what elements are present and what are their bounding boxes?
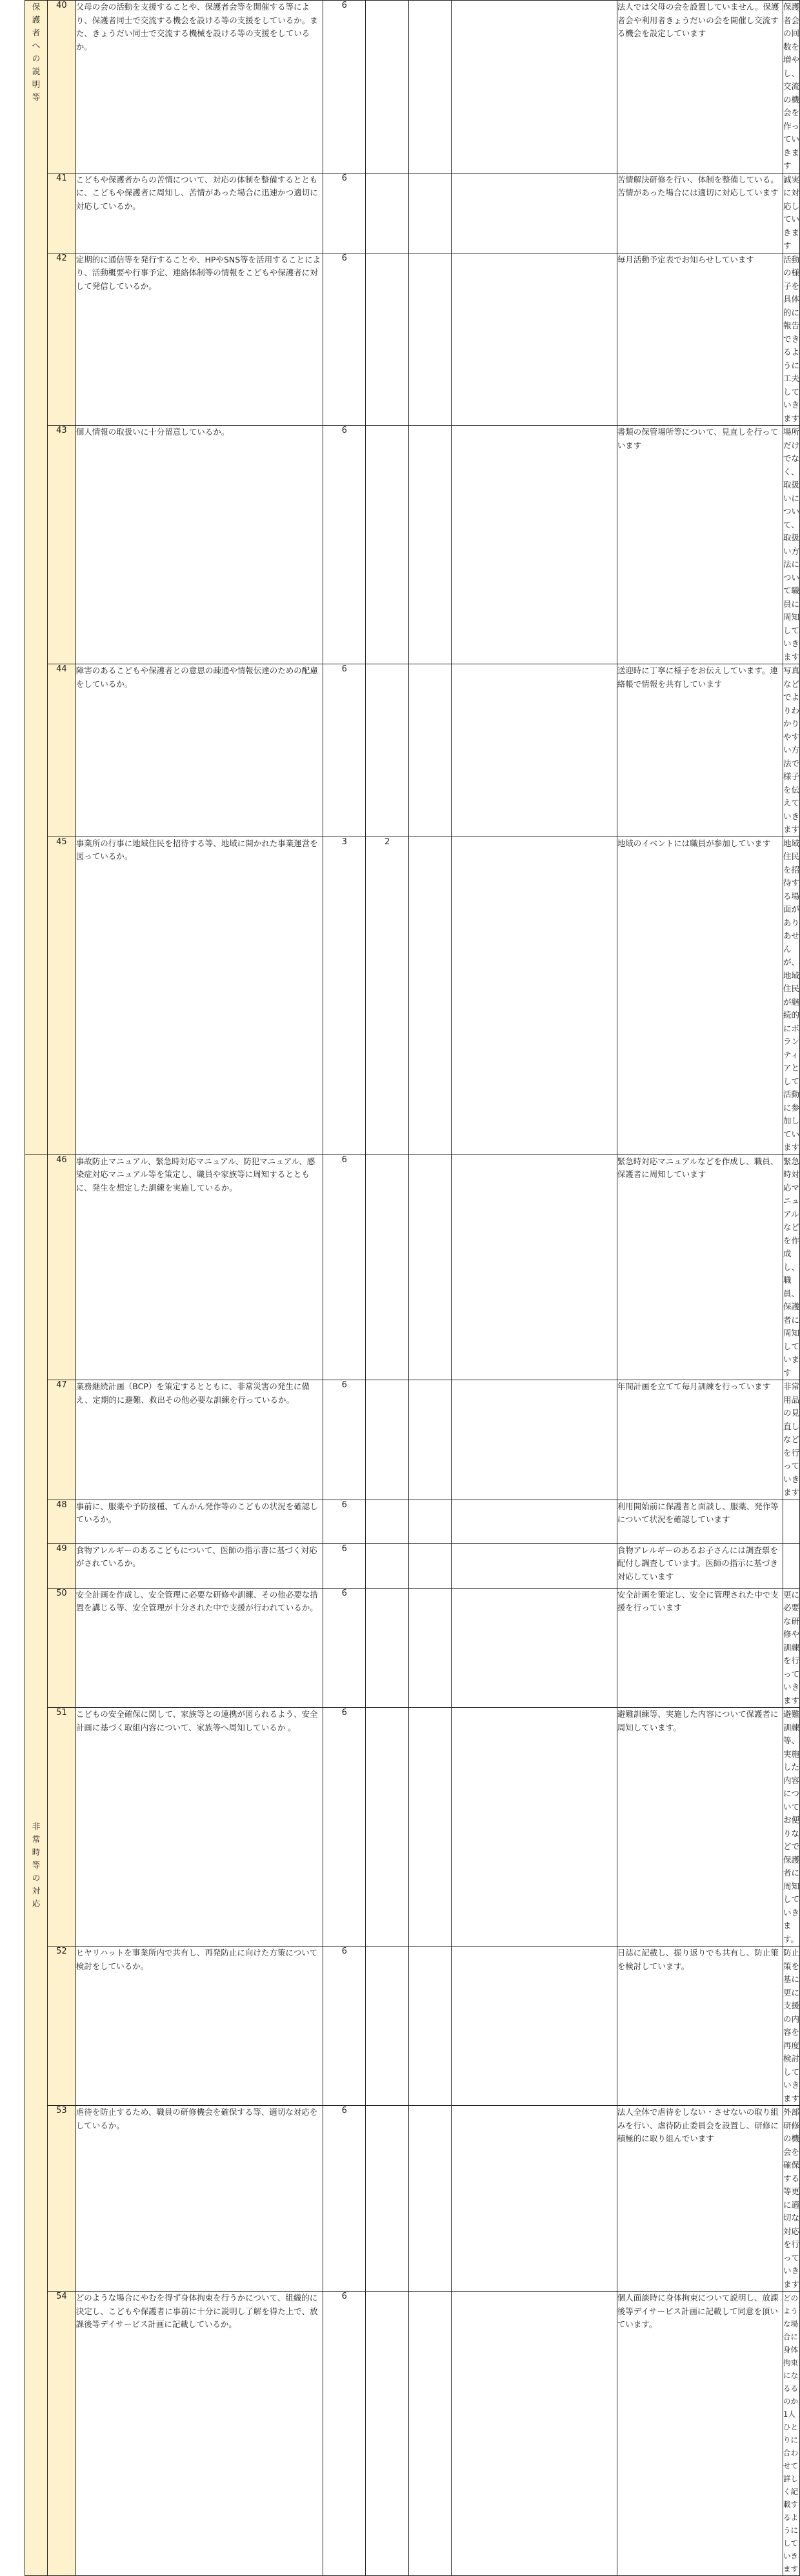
- question-text-cell: [75, 1500, 323, 1543]
- yes-count-cell: [323, 1708, 366, 1947]
- table-row: [25, 1588, 800, 1708]
- unknown-count-cell: [451, 664, 617, 837]
- no-count-cell: [366, 253, 408, 426]
- yes-count-cell: [323, 173, 366, 253]
- table-row: [25, 2106, 800, 2292]
- item-number: 52: [56, 1947, 67, 1956]
- improvement-text-cell: [783, 1543, 800, 1588]
- improvement-text-cell: [783, 1588, 800, 1708]
- question-text: 食物アレルギーのあるこどもについて、医師の指示書に基づく対応がされているか。: [75, 1545, 317, 1568]
- yes-count-cell: [323, 1947, 366, 2106]
- item-number: 45: [56, 837, 67, 847]
- table-row: [25, 1947, 800, 2106]
- unknown-count-cell: [451, 2292, 617, 2576]
- item-number-cell: [48, 426, 76, 664]
- not-sure-count-cell: [408, 2292, 451, 2576]
- current-situation-text-cell: [617, 426, 783, 664]
- unknown-count-cell: [451, 1500, 617, 1543]
- section-label: 保 護 者 へ の 説 明 等: [32, 2, 41, 102]
- not-sure-count-cell: [408, 664, 451, 837]
- current-situation-text: 緊急時対応マニュアルなどを作成し、職員、保護者に周知しています: [617, 1156, 779, 1179]
- question-text-cell: [75, 2106, 323, 2292]
- no-count-cell: [366, 1543, 408, 1588]
- improvement-text: 誠実に対応していきます: [783, 174, 800, 250]
- unknown-count-cell: [451, 1543, 617, 1588]
- question-text: 個人情報の取扱いに十分留意しているか。: [75, 427, 230, 437]
- yes-count: 6: [341, 2292, 347, 2301]
- yes-count: 6: [341, 1500, 347, 1510]
- improvement-text: 非常用品の見直しなどを行っていきます: [783, 1382, 800, 1497]
- no-count-cell: [366, 837, 408, 1154]
- current-situation-text: 法人全体で虐待をしない・させないの取り組みを行い、虐待防止委員会を設置し、研修に積極的に取り組んでいます: [617, 2107, 779, 2143]
- yes-count-cell: [323, 426, 366, 664]
- unknown-count-cell: [451, 1588, 617, 1708]
- question-text-cell: [75, 1154, 323, 1380]
- no-count-cell: [366, 1380, 408, 1500]
- section-label-cell: [25, 1154, 48, 2576]
- table-row: [25, 426, 800, 664]
- table-body: [25, 1, 800, 2576]
- yes-count: 6: [341, 426, 347, 435]
- current-situation-text: 地域のイベントには職員が参加しています: [617, 838, 771, 848]
- yes-count-cell: [323, 1500, 366, 1543]
- not-sure-count-cell: [408, 1708, 451, 1947]
- not-sure-count-cell: [408, 1, 451, 173]
- improvement-text: 写真などでよりわかりやすい方法で様子を伝えていきます: [783, 666, 800, 834]
- no-count-cell: [366, 2292, 408, 2576]
- current-situation-text: 書類の保管場所等について、見直しを行っています: [617, 427, 779, 450]
- question-text-cell: [75, 1947, 323, 2106]
- improvement-text-cell: [783, 664, 800, 837]
- yes-count-cell: [323, 1, 366, 173]
- yes-count-cell: [323, 253, 366, 426]
- yes-count: 6: [341, 664, 347, 674]
- table-row: [25, 2292, 800, 2576]
- no-count-cell: [366, 1, 408, 173]
- yes-count: 6: [341, 1588, 347, 1598]
- yes-count: 6: [341, 2106, 347, 2115]
- improvement-text: 保護者会の回数を増やし、交流の機会を作っていきます: [783, 2, 800, 170]
- unknown-count-cell: [451, 1, 617, 173]
- improvement-text-cell: [783, 1, 800, 173]
- question-text: こどもの安全確保に関して、家族等との連携が図られるよう、安全計画に基づく取組内容について、家族等へ周知しているか 。: [75, 1709, 318, 1732]
- current-situation-text: 個人面談時に身体拘束について説明し、放課後等デイサービス計画に記載して同意を頂いています。: [617, 2293, 779, 2329]
- question-text: 障害のあるこどもや保護者との意思の疎通や情報伝達のための配慮をしているか。: [75, 666, 318, 689]
- item-number-cell: [48, 1500, 76, 1543]
- current-situation-text: 避難訓練等、実施した内容について保護者に周知しています。: [617, 1709, 779, 1732]
- yes-count-cell: [323, 837, 366, 1154]
- current-situation-text-cell: [617, 1, 783, 173]
- question-text: ヒヤリハットを事業所内で共有し、再発防止に向けた方策について検討をしているか。: [75, 1948, 318, 1971]
- question-text-cell: [75, 1543, 323, 1588]
- question-text-cell: [75, 253, 323, 426]
- unknown-count-cell: [451, 1380, 617, 1500]
- question-text-cell: [75, 1380, 323, 1500]
- current-situation-text: 送迎時に丁寧に様子をお伝えしています。連絡帳で情報を共有しています: [617, 666, 778, 689]
- current-situation-text-cell: [617, 2106, 783, 2292]
- not-sure-count-cell: [408, 253, 451, 426]
- improvement-text-cell: [783, 426, 800, 664]
- question-text-cell: [75, 173, 323, 253]
- not-sure-count-cell: [408, 1588, 451, 1708]
- yes-count: 6: [341, 1947, 347, 1956]
- item-number-cell: [48, 1588, 76, 1708]
- current-situation-text-cell: [617, 664, 783, 837]
- item-number-cell: [48, 837, 76, 1154]
- yes-count-cell: [323, 1380, 366, 1500]
- current-situation-text-cell: [617, 837, 783, 1154]
- current-situation-text: 安全計画を策定し、安全に管理された中で支援を行っています: [617, 1589, 779, 1612]
- yes-count: 6: [341, 1154, 347, 1165]
- current-situation-text-cell: [617, 1588, 783, 1708]
- table-row: [25, 837, 800, 1154]
- yes-count: 6: [341, 1, 347, 10]
- yes-count-cell: [323, 1588, 366, 1708]
- improvement-text: 緊急時対応マニュアルなどを作成し、職員、保護者に周知しています: [783, 1156, 800, 1378]
- current-situation-text-cell: [617, 2292, 783, 2576]
- unknown-count-cell: [451, 1708, 617, 1947]
- table-row: [25, 1380, 800, 1500]
- table-row: [25, 1543, 800, 1588]
- table-row: [25, 1, 800, 173]
- item-number-cell: [48, 1708, 76, 1947]
- question-text-cell: [75, 664, 323, 837]
- item-number-cell: [48, 1380, 76, 1500]
- question-text: 父母の会の活動を支援することや、保護者会等を開催する等により、保護者同士で交流する機会を設ける等の支援をしているか。また、きょうだい同士で交流する機械を設ける等の支援をしているか。: [75, 2, 318, 52]
- item-number: 49: [56, 1543, 67, 1554]
- no-count-cell: [366, 1154, 408, 1380]
- current-situation-text-cell: [617, 1543, 783, 1588]
- improvement-text-cell: [783, 2106, 800, 2292]
- question-text: 虐待を防止するため、職員の研修機会を確保する等、適切な対応をしているか。: [75, 2107, 318, 2130]
- item-number-cell: [48, 1, 76, 173]
- yes-count-cell: [323, 664, 366, 837]
- not-sure-count-cell: [408, 2106, 451, 2292]
- table-row: [25, 664, 800, 837]
- improvement-text: 地域住民を招待する場面がありあせんが、地域住民が継続的にボランティアとして活動に参加しています: [783, 838, 800, 1152]
- question-text: こどもや保護者からの苦情について、対応の体制を整備するとともに、こどもや保護者に周知し、苦情があった場合に迅速かつ適切に対応しているか。: [75, 174, 318, 211]
- improvement-text-cell: [783, 1708, 800, 1947]
- yes-count: 6: [341, 1380, 347, 1390]
- not-sure-count-cell: [408, 173, 451, 253]
- unknown-count-cell: [451, 837, 617, 1154]
- item-number-cell: [48, 173, 76, 253]
- question-text: 事故防止マニュアル、緊急時対応マニュアル、防犯マニュアル、感染症対応マニュアル等を策定し、職員や家族等に周知するとともに、発生を想定した訓練を実施しているか。: [75, 1156, 315, 1193]
- unknown-count-cell: [451, 253, 617, 426]
- question-text-cell: [75, 1708, 323, 1947]
- current-situation-text-cell: [617, 253, 783, 426]
- question-text-cell: [75, 426, 323, 664]
- no-count-cell: [366, 1588, 408, 1708]
- yes-count: 3: [341, 837, 347, 847]
- item-number: 42: [56, 253, 67, 263]
- item-number: 44: [56, 664, 67, 674]
- no-count-cell: [366, 2106, 408, 2292]
- not-sure-count-cell: [408, 1154, 451, 1380]
- current-situation-text: 利用開始前に保護者と面談し、服薬、発作等について状況を確認しています: [617, 1501, 779, 1524]
- item-number-cell: [48, 2106, 76, 2292]
- yes-count-cell: [323, 1543, 366, 1588]
- yes-count: 6: [341, 1543, 347, 1554]
- item-number: 50: [56, 1588, 67, 1598]
- current-situation-text: 苦情解決研修を行い、体制を整備している。苦情があった場合には適切に対応しています: [617, 174, 779, 197]
- current-situation-text-cell: [617, 1380, 783, 1500]
- improvement-text: 活動の様子を具体的に報告できるように工夫していきます: [783, 254, 800, 423]
- improvement-text: 防止策を基に更に支援の内容を再度検討していきます: [783, 1948, 800, 2103]
- item-number-cell: [48, 2292, 76, 2576]
- improvement-text-cell: [783, 173, 800, 253]
- question-text-cell: [75, 1588, 323, 1708]
- table-row: [25, 253, 800, 426]
- table-row: [25, 1708, 800, 1947]
- question-text-cell: [75, 837, 323, 1154]
- item-number-cell: [48, 1947, 76, 2106]
- improvement-text: 外部研修の機会を確保する等更に適切な対応を行っていきます: [783, 2107, 800, 2289]
- item-number: 46: [56, 1154, 67, 1165]
- improvement-text-cell: [783, 837, 800, 1154]
- yes-count: 6: [341, 173, 347, 183]
- yes-count: 6: [341, 253, 347, 263]
- yes-count-cell: [323, 2106, 366, 2292]
- question-text: 定期的に通信等を発行することや、HPやSNS等を活用することにより、活動概要や行事予定、連絡体制等の情報をこどもや保護者に対して発信しているか。: [75, 254, 321, 291]
- improvement-text-cell: [783, 1380, 800, 1500]
- not-sure-count-cell: [408, 837, 451, 1154]
- current-situation-text-cell: [617, 173, 783, 253]
- not-sure-count-cell: [408, 1543, 451, 1588]
- current-situation-text: 年間計画を立てて毎月訓練を行っています: [617, 1382, 771, 1391]
- item-number: 43: [56, 426, 67, 435]
- improvement-text-cell: [783, 2292, 800, 2576]
- current-situation-text-cell: [617, 1154, 783, 1380]
- item-number-cell: [48, 1543, 76, 1588]
- no-count-cell: [366, 1708, 408, 1947]
- item-number-cell: [48, 1154, 76, 1380]
- table-row: [25, 173, 800, 253]
- question-text: 安全計画を作成し、安全管理に必要な研修や訓練、その他必要な措置を講じる等、安全管理が十分された中で支援が行われているか。: [75, 1589, 318, 1612]
- current-situation-text-cell: [617, 1708, 783, 1947]
- current-situation-text: 日誌に記載し、振り返りでも共有し、防止策を検討しています。: [617, 1948, 779, 1971]
- item-number: 53: [56, 2106, 67, 2115]
- unknown-count-cell: [451, 173, 617, 253]
- table-row: [25, 1500, 800, 1543]
- improvement-text: 場所だけでなく、取扱いについて、取扱い方法について職員に周知していきます: [783, 427, 800, 662]
- current-situation-text-cell: [617, 1500, 783, 1543]
- no-count-cell: [366, 426, 408, 664]
- question-text-cell: [75, 1, 323, 173]
- current-situation-text: 毎月活動予定表でお知らせしています: [617, 254, 754, 264]
- question-text: 事業所の行事に地域住民を招待する等、地域に開かれた事業運営を図っているか。: [75, 838, 318, 861]
- unknown-count-cell: [451, 1154, 617, 1380]
- unknown-count-cell: [451, 1947, 617, 2106]
- unknown-count-cell: [451, 426, 617, 664]
- yes-count-cell: [323, 2292, 366, 2576]
- item-number-cell: [48, 253, 76, 426]
- item-number: 51: [56, 1708, 67, 1718]
- not-sure-count-cell: [408, 426, 451, 664]
- question-text: 業務継続計画（BCP）を策定するとともに、非常災害の発生に備え、定期的に避難、救出その他必要な訓練を行っているか。: [75, 1382, 310, 1405]
- item-number-cell: [48, 664, 76, 837]
- section-label-cell: [25, 1, 48, 1155]
- no-count-cell: [366, 173, 408, 253]
- table-row: [25, 1154, 800, 1380]
- question-text-cell: [75, 2292, 323, 2576]
- yes-count: 6: [341, 1708, 347, 1718]
- current-situation-text: 食物アレルギーのあるお子さんには調査票を配付し調査しています。医師の指示に基づき対応しています: [617, 1545, 778, 1581]
- current-situation-text: 法人では父母の会を設置していません。保護者会や利用者きょうだいの会を開催し交流する機会を設定しています: [617, 2, 779, 38]
- question-text: どのような場合にやむを得ず身体拘束を行うかについて、組織的に決定し、こどもや保護者に事前に十分に説明し了解を得た上で、放課後等デイサービス計画に記載しているか。: [75, 2293, 318, 2329]
- item-number: 40: [56, 1, 67, 10]
- improvement-text-cell: [783, 1500, 800, 1543]
- item-number: 41: [56, 173, 67, 183]
- evaluation-table: [25, 0, 800, 2576]
- not-sure-count-cell: [408, 1500, 451, 1543]
- unknown-count-cell: [451, 2106, 617, 2292]
- improvement-text: 更に必要な研修や訓練を行っていきます: [783, 1589, 800, 1705]
- item-number: 47: [56, 1380, 67, 1390]
- no-count: 2: [384, 837, 390, 847]
- improvement-text: 避難訓練等、実施した内容についてお便りなどで保護者に周知していきます。: [783, 1709, 800, 1944]
- item-number: 54: [56, 2292, 67, 2301]
- not-sure-count-cell: [408, 1947, 451, 2106]
- improvement-text: どのような場合に身体拘束になるるのか1人ひとりに合わせて詳しく記載するようにしていきます: [783, 2294, 798, 2573]
- improvement-text-cell: [783, 1947, 800, 2106]
- item-number: 48: [56, 1500, 67, 1510]
- yes-count-cell: [323, 1154, 366, 1380]
- section-label: 非 常 時 等 の 対 応: [32, 1821, 41, 1908]
- current-situation-text-cell: [617, 1947, 783, 2106]
- no-count-cell: [366, 1947, 408, 2106]
- improvement-text-cell: [783, 1154, 800, 1380]
- improvement-text-cell: [783, 253, 800, 426]
- not-sure-count-cell: [408, 1380, 451, 1500]
- question-text: 事前に、服薬や予防接種、てんかん発作等のこどもの状況を確認しているか。: [75, 1501, 318, 1524]
- no-count-cell: [366, 664, 408, 837]
- no-count-cell: [366, 1500, 408, 1543]
